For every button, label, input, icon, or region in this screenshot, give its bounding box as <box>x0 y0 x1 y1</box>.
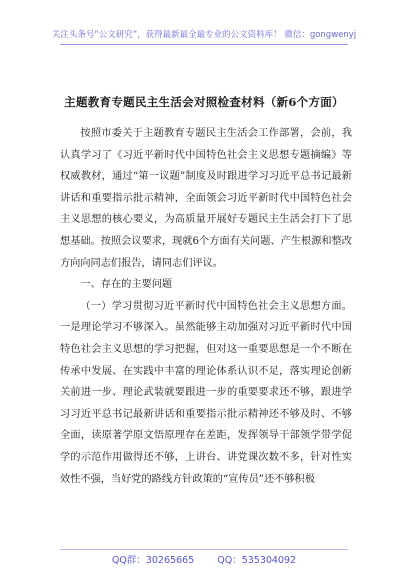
document-title: 主题教育专题民主生活会对照检查材料（新6个方面） <box>64 95 344 109</box>
footer-divider <box>60 549 348 550</box>
header-notice: 关注头条号“公文研究”，获得最新最全最专业的公文资料库！ 微信：gongwenyj <box>51 30 357 40</box>
document-body <box>60 123 352 490</box>
section-heading: 一、存在的主要问题 <box>80 279 173 291</box>
subsection-paragraph: （一）学习贯彻习近平新时代中国特色社会主义思想方面。一是理论学习不够深入。虽然能够主动加强对习近平新时代中国特色社会主义思想的学习把握，但对这一重要思想是一个不断在传承中发展、在实践中丰富的理论体系认识不足，落实理论创新关前进一步、理论武装就要跟进一步的重要要求还不够，跟进学习习近平总书记最新讲话和重要指示批示精神还不够及时、不够全面，读原著学原文悟原理存在差距，发挥领导干部领学带学促学的示范作用做得还不够，上讲台、讲党课次数不多，针对性实效性不强，当好党的路线方针政策的“宣传员”还不够积极 <box>60 300 352 485</box>
qq-group: QQ群：30265665 <box>111 555 195 566</box>
intro-paragraph: 按照市委关于主题教育专题民主生活会工作部署，会前，我认真学习了《习近平新时代中国特色社会主义思想专题摘编》等权威教材，通过“第一议题”制度及时跟进学习习近平总书记最新讲话和重要指示批示精神，全面领会习近平新时代中国特色社会主义思想的核心要义，为高质量开展好专题民主生活会打下了思想基础。按照会议要求，现就6个方面有关问题、产生根源和整改方向向同志们报告，请同志们评议。 <box>60 128 352 269</box>
footer-contact <box>0 552 408 566</box>
qq-number: QQ：535304092 <box>217 555 297 566</box>
header-divider <box>60 44 348 45</box>
